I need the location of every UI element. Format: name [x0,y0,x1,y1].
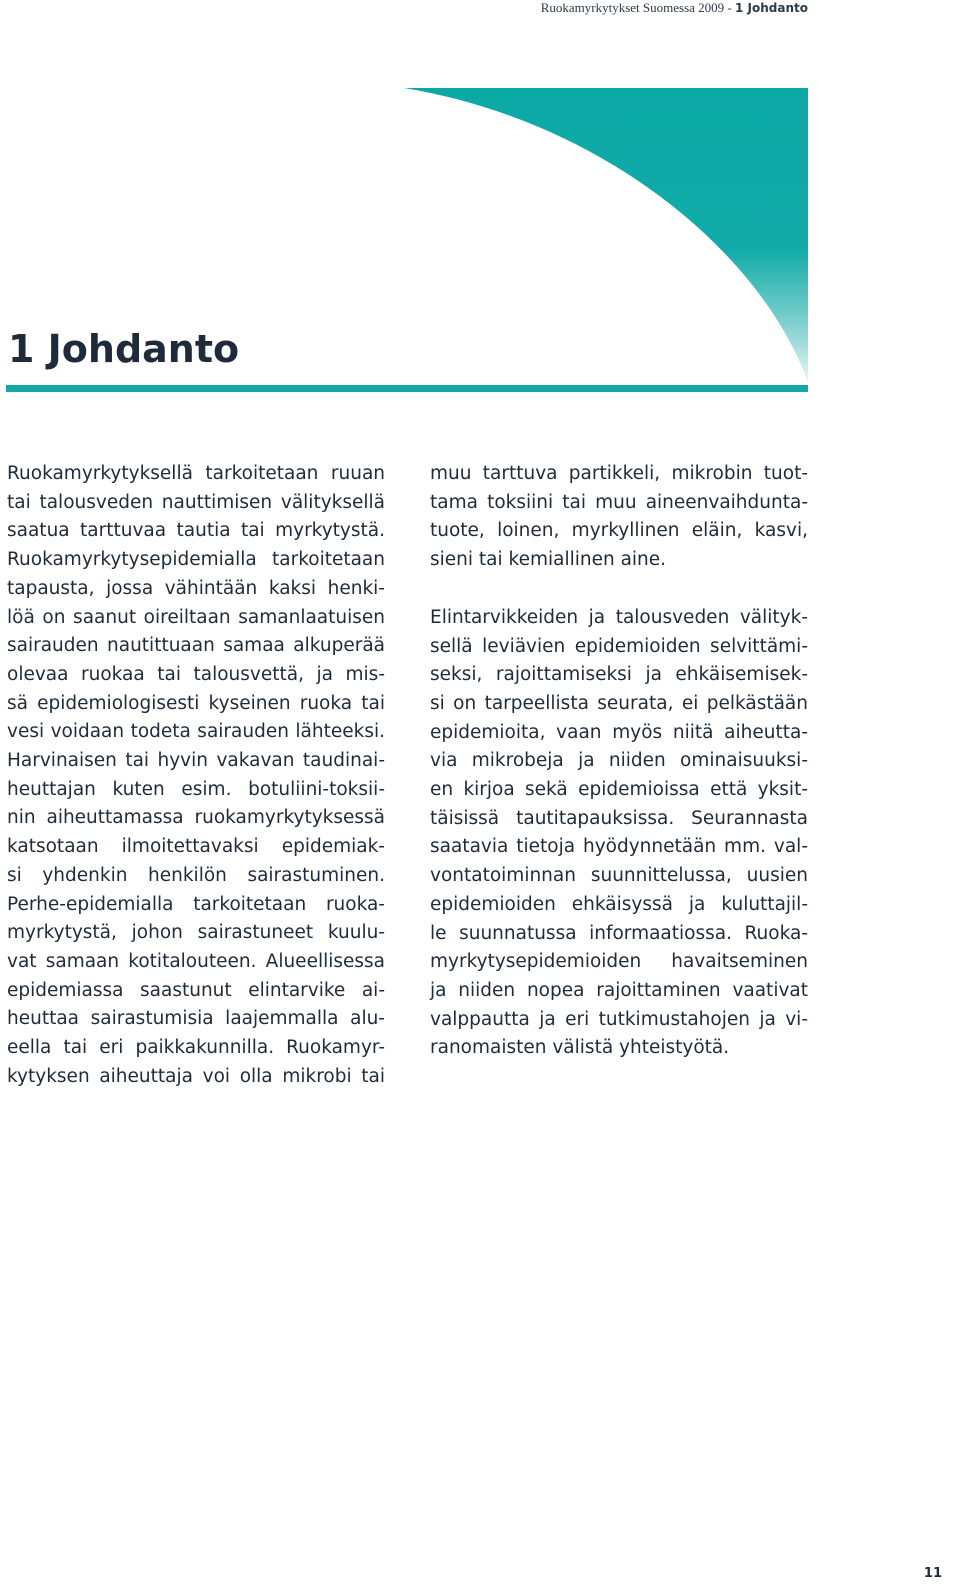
text-line: vontatoiminnan suunnittelussa, uusien [430,865,808,887]
title-underline-rule [6,385,808,392]
text-line: si yhdenkin henkilön sairastuminen. [7,864,385,886]
text-line: Ruokamyrkytysepidemialla tarkoitetaan [7,549,385,571]
text-line: ranomaisten välistä yhteistyötä. [430,1037,730,1059]
body-right-column [430,460,808,1063]
text-line: tama toksiini tai muu aineenvaihdunta- [430,491,808,513]
body-paragraph [430,604,808,1063]
page-number: 11 [923,1566,942,1581]
text-line: vesi voidaan todeta sairauden lähteeksi. [7,721,385,743]
text-line: tai talousveden nauttimisen välityksellä [7,491,385,513]
text-line: le suunnatussa informaatiossa. Ruoka- [430,922,808,944]
text-line: olevaa ruokaa tai talousvettä, ja mis- [7,663,385,685]
text-line: epidemioiden ehkäisyssä ja kuluttajil- [430,893,808,915]
text-line: Ruokamyrkytyksellä tarkoitetaan ruuan [7,463,385,484]
text-line: Perhe-epidemialla tarkoitetaan ruoka- [7,893,385,915]
text-line: heuttajan kuten esim. botuliini-toksii- [7,778,385,800]
text-line: Elintarvikkeiden ja talousveden välityk- [430,606,808,628]
text-line: löä on saanut oireiltaan samanlaatuisen [7,606,385,628]
text-line: eella tai eri paikkakunnilla. Ruokamyr- [7,1037,385,1059]
text-line: katsotaan ilmoitettavaksi epidemiak- [7,836,385,858]
text-line: seksi, rajoittamiseksi ja ehkäisemisek- [430,664,808,686]
text-line: kytyksen aiheuttaja voi olla mikrobi tai [7,1065,385,1087]
text-line: via mikrobeja ja niiden ominaisuuksi- [430,750,808,772]
body-paragraph [7,460,385,1091]
text-line: sä epidemiologisesti kyseinen ruoka tai [7,692,385,714]
body-left-column [7,460,385,1091]
text-line: Harvinaisen tai hyvin vakavan taudinai- [7,750,385,772]
decorative-teal-shape [404,88,808,382]
running-header-chapter: 1 Johdanto [735,1,808,15]
text-line: täisissä tautitapauksissa. Seurannasta [430,807,808,829]
text-line: sellä leviävien epidemioiden selvittämi- [430,635,808,657]
text-line: saatavia tietoja hyödynnetään mm. val- [430,836,808,858]
text-line: si on tarpeellista seurata, ei pelkästään [430,692,808,714]
text-line: vat samaan kotitalouteen. Alueellisessa [7,950,385,972]
page-title: 1 Johdanto [8,327,240,371]
text-line: saatua tarttuvaa tautia tai myrkytystä. [7,520,385,542]
running-header-publication: Ruokamyrkytykset Suomessa 2009 - [540,0,735,15]
text-line: myrkytysepidemioiden havaitseminen [430,951,808,973]
text-line: ja niiden nopea rajoittaminen vaativat [430,979,808,1001]
text-line: tapausta, jossa vähintään kaksi henki- [7,577,385,599]
text-line: muu tarttuva partikkeli, mikrobin tuot- [430,463,808,484]
text-line: epidemiassa saastunut elintarvike ai- [7,979,385,1001]
text-line: epidemioita, vaan myös niitä aiheutta- [430,721,808,743]
text-line: nin aiheuttamassa ruokamyrkytyksessä [7,807,385,829]
text-line: tuote, loinen, myrkyllinen eläin, kasvi, [430,520,808,542]
text-line: valppautta ja eri tutkimustahojen ja vi- [430,1008,808,1030]
text-line: sairauden nautittuaan samaa alkuperää [7,635,385,657]
text-line: en kirjoa sekä epidemioissa että yksit- [430,779,808,801]
text-line: sieni tai kemiallinen aine. [430,549,667,571]
body-paragraph [430,460,808,575]
text-line: heuttaa sairastumisia laajemmalla alu- [7,1008,385,1030]
text-line: myrkytystä, johon sairastuneet kuulu- [7,922,385,944]
